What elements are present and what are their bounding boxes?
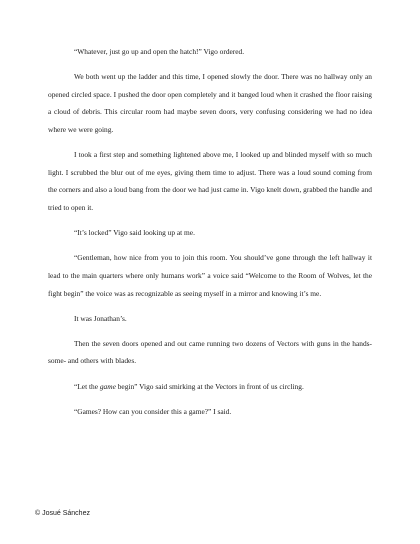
paragraph-8-after: begin” Vigo said smirking at the Vectors in front of us circling. — [115, 381, 304, 391]
paragraph-8-before: “Let the — [74, 381, 100, 391]
paragraph-5: “Gentleman, how nice from you to join this room. You should’ve gone through the left hallway it lead to the main quarters where only humans work” a voice said “Welcome to the Room of Wolves, let the fight begin” the voice was as recognizable as seeing myself in a mirror and knowing it’s me. — [48, 253, 372, 298]
paragraph-1: “Whatever, just go up and open the hatch!” Vigo ordered. — [74, 47, 245, 56]
paragraph-8-emphasis: game — [99, 381, 116, 391]
paragraph-9: “Games? How can you consider this a game?” I said. — [74, 406, 232, 416]
paragraph-4: “It’s locked” Vigo said looking up at me. — [74, 228, 195, 238]
paragraph-7: Then the seven doors opened and out came running two dozens of Vectors with guns in the hands- some- and others with blades. — [48, 338, 372, 366]
paragraph-8 — [48, 378, 372, 396]
paragraph-2: We both went up the ladder and this time, I opened slowly the door. There was no hallway only an opened circled space. I pushed the door open completely and it banged loud when it crashed the floor raising a cloud of debris. This circular room had maybe seven doors, very confusing considering we had no idea where we were going. — [48, 72, 372, 134]
paragraph-6: It was Jonathan’s. — [74, 313, 127, 323]
paragraph-3: I took a first step and something lightened above me, I looked up and blinded myself with so much light. I scrubbed the blur out of me eyes, giving them time to adjust. There was a loud sound coming from the corners and also a loud bang from the door we had just came in. Vigo knelt down, grabbed the handle and tried to open it. — [48, 150, 372, 212]
body-text — [48, 43, 372, 428]
copyright-footer: © Josué Sánchez — [35, 510, 90, 517]
